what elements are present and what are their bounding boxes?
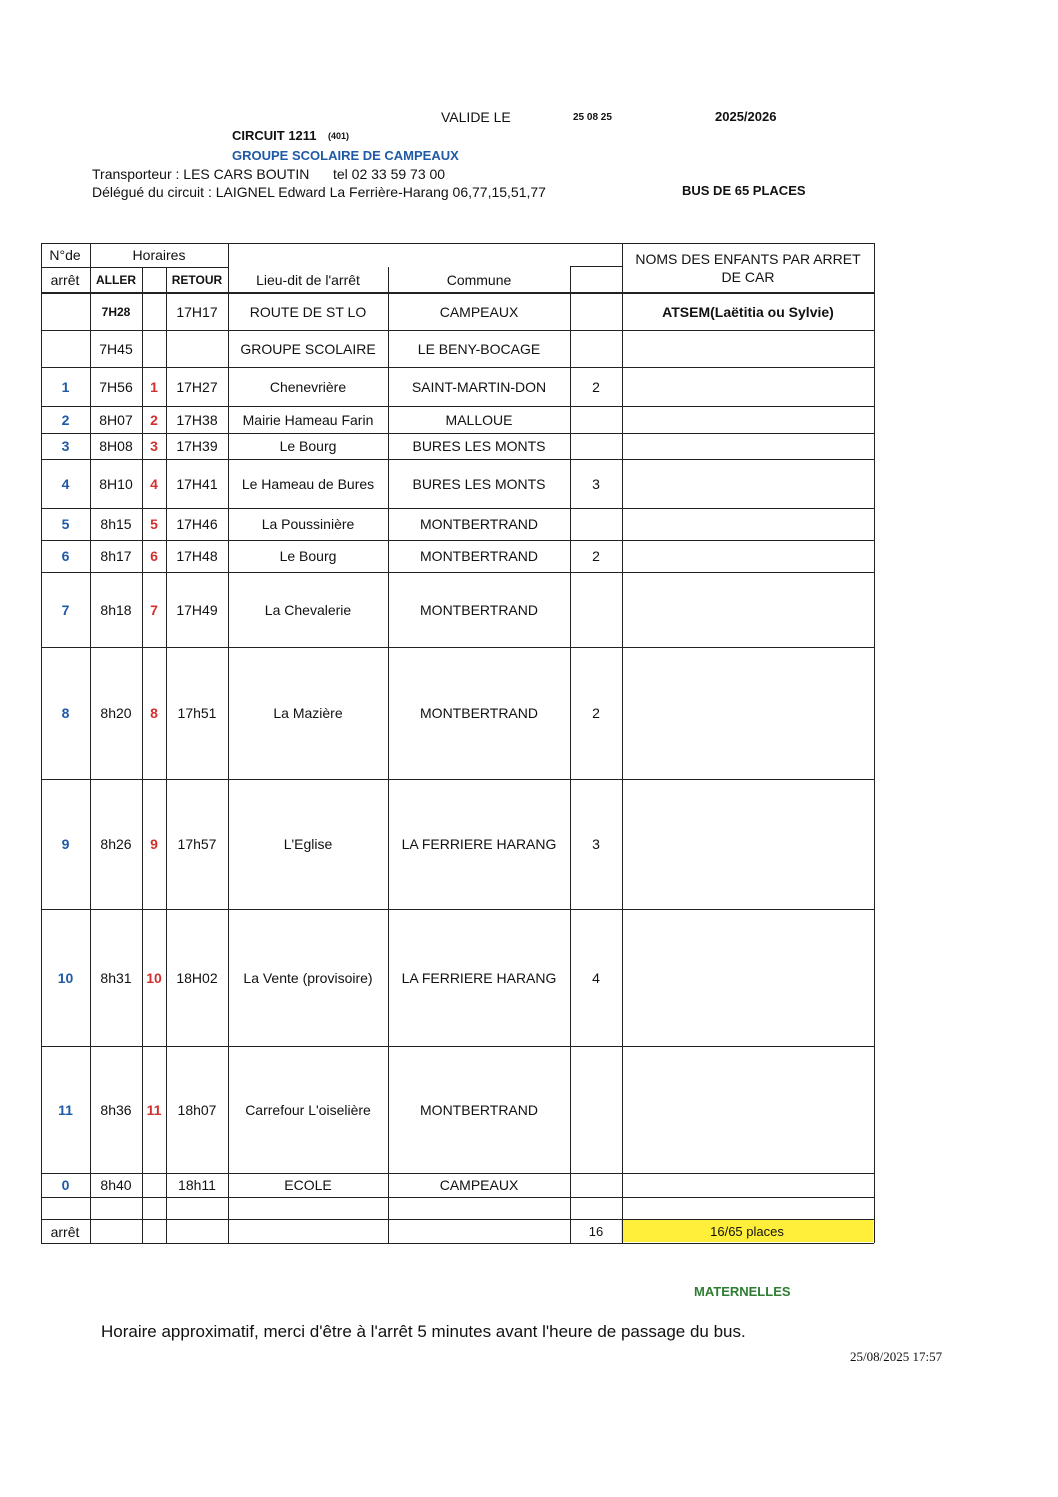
aller-time: 7H56 [99, 378, 133, 395]
children-count [570, 433, 622, 459]
stop-place: La Vente (provisoire) [243, 969, 373, 986]
stop-index: 4 [150, 475, 158, 492]
children-count [570, 293, 622, 330]
stop-index [142, 330, 166, 367]
stop-number: 7 [61, 601, 70, 618]
head-arret: arrêt [50, 272, 80, 288]
stop-commune: LA FERRIERE HARANG [401, 836, 557, 852]
circuit-delegate: Délégué du circuit : LAIGNEL Edward La Ferrière-Harang 06,77,15,51,77 [92, 184, 546, 200]
stop-commune: MONTBERTRAND [420, 705, 538, 721]
children-count: 2 [592, 548, 600, 564]
circuit-code: (401) [328, 131, 350, 141]
children-names [622, 779, 874, 909]
children-count: 2 [592, 705, 600, 721]
stop-place: Le Hameau de Bures [241, 475, 375, 492]
stop-number: 2 [61, 411, 70, 428]
circuit-label: CIRCUIT 1211 [232, 128, 317, 143]
children-names [622, 406, 874, 433]
stop-number [41, 293, 90, 330]
stop-index: 11 [146, 1101, 162, 1118]
aller-time: 8H07 [99, 411, 133, 428]
head-aller: ALLER [96, 273, 136, 287]
children-count: 3 [592, 836, 600, 852]
stop-commune: BURES LES MONTS [412, 438, 546, 454]
retour-time: 17H38 [176, 411, 218, 428]
children-names [622, 540, 874, 572]
stop-index: 2 [150, 411, 158, 428]
stop-commune: BURES LES MONTS [412, 475, 546, 492]
aller-time: 8H08 [99, 438, 133, 454]
aller-time: 8h17 [100, 548, 132, 564]
stop-commune: MONTBERTRAND [420, 548, 538, 564]
head-lieu: Lieu-dit de l'arrêt [256, 272, 360, 288]
stop-place: Le Bourg [279, 438, 337, 454]
stop-index [142, 1173, 166, 1197]
retour-time [166, 330, 228, 367]
children-count [570, 572, 622, 647]
valide-date: 25 08 25 [573, 112, 612, 123]
children-count: 3 [592, 475, 600, 492]
stop-index [142, 293, 166, 330]
stop-index: 6 [150, 548, 158, 564]
stop-place: Carrefour L'oiselière [245, 1101, 371, 1118]
valide-label: VALIDE LE [441, 109, 511, 125]
children-names [622, 647, 874, 779]
children-names: ATSEM(Laëtitia ou Sylvie) [662, 303, 834, 320]
print-timestamp: 25/08/2025 17:57 [850, 1349, 943, 1364]
stop-number: 1 [61, 378, 70, 395]
stop-number: 3 [61, 438, 70, 454]
stop-index: 5 [150, 516, 158, 532]
children-count [570, 1173, 622, 1197]
stop-number: 8 [61, 705, 70, 721]
stop-commune: MONTBERTRAND [420, 1101, 538, 1118]
bus-capacity: BUS DE 65 PLACES [682, 183, 806, 198]
head-commune: Commune [446, 272, 512, 288]
children-names [622, 508, 874, 540]
children-count [570, 330, 622, 367]
stop-index: 3 [150, 438, 158, 454]
children-names [622, 330, 874, 367]
stop-number: 10 [57, 969, 74, 986]
stop-place: Chenevrière [269, 378, 347, 395]
retour-time: 17H27 [176, 378, 218, 395]
stop-index: 7 [150, 601, 158, 618]
schedule-note: Horaire approximatif, merci d'être à l'arrêt 5 minutes avant l'heure de passage du bus. [101, 1322, 746, 1341]
aller-time: 8h31 [100, 969, 132, 986]
stop-place: La Poussinière [261, 516, 355, 532]
stop-commune: CAMPEAUX [439, 1177, 519, 1193]
retour-time: 17H17 [176, 303, 218, 320]
aller-time: 8h15 [100, 516, 132, 532]
transporter-phone: tel 02 33 59 73 00 [333, 166, 446, 182]
stop-index: 1 [150, 378, 158, 395]
retour-time: 17H48 [176, 548, 218, 564]
head-noms: NOMS DES ENFANTS PAR ARRET DE CAR [635, 251, 861, 285]
stop-commune: LE BENY-BOCAGE [417, 340, 541, 357]
stop-commune: CAMPEAUX [439, 303, 519, 320]
retour-time: 17H39 [176, 438, 218, 454]
stop-number [41, 330, 90, 367]
school-name: GROUPE SCOLAIRE DE CAMPEAUX [232, 148, 459, 163]
stop-number: 11 [58, 1101, 73, 1118]
retour-time: 17H46 [176, 516, 218, 532]
aller-time: 7H28 [101, 304, 131, 319]
table-rule [570, 266, 622, 267]
stop-place: Mairie Hameau Farin [242, 411, 374, 428]
aller-time: 8H10 [99, 475, 133, 492]
stop-place: GROUPE SCOLAIRE [240, 340, 376, 357]
stop-number: 0 [61, 1177, 70, 1193]
stop-index: 10 [146, 969, 162, 986]
stop-index: 8 [150, 705, 158, 721]
aller-time: 8h20 [100, 705, 132, 721]
stop-place: Le Bourg [279, 548, 337, 564]
children-count [570, 1046, 622, 1173]
stop-place: ECOLE [284, 1177, 332, 1193]
stop-commune: SAINT-MARTIN-DON [411, 378, 547, 395]
stop-commune: LA FERRIERE HARANG [401, 969, 557, 986]
stop-place: La Mazière [273, 705, 343, 721]
stop-commune: MONTBERTRAND [420, 601, 538, 618]
stop-place: L'Eglise [283, 836, 333, 852]
retour-time: 17h57 [177, 836, 217, 852]
aller-time: 8h40 [100, 1177, 132, 1193]
stop-place: ROUTE DE ST LO [249, 303, 367, 320]
stop-number: 5 [61, 516, 70, 532]
aller-time: 8h18 [100, 601, 132, 618]
retour-time: 18h07 [177, 1101, 217, 1118]
head-retour: RETOUR [171, 273, 223, 287]
transporter: Transporteur : LES CARS BOUTIN [92, 166, 310, 182]
children-count: 2 [592, 378, 600, 395]
aller-time: 7H45 [99, 340, 133, 357]
retour-time: 17H49 [176, 601, 218, 618]
table-rule [874, 243, 875, 1243]
retour-time: 18h11 [178, 1177, 216, 1193]
children-count [570, 508, 622, 540]
stop-commune: MALLOUE [445, 411, 513, 428]
table-rule [41, 1243, 874, 1244]
stop-place: La Chevalerie [264, 601, 352, 618]
aller-time: 8h36 [100, 1101, 132, 1118]
retour-time: 18H02 [176, 969, 218, 986]
total-label: arrêt [50, 1223, 80, 1240]
children-names [622, 909, 874, 1046]
stop-number: 4 [61, 475, 70, 492]
category-label: MATERNELLES [694, 1284, 791, 1299]
aller-time: 8h26 [100, 836, 132, 852]
children-names [622, 367, 874, 406]
stop-number: 9 [61, 836, 70, 852]
stop-number: 6 [61, 548, 70, 564]
retour-time: 17h51 [177, 705, 217, 721]
children-names [622, 1173, 874, 1197]
school-year: 2025/2026 [715, 109, 777, 124]
children-names [622, 459, 874, 508]
children-count: 4 [592, 969, 600, 986]
total-places: 16/65 places [710, 1224, 784, 1239]
head-horaires: Horaires [132, 247, 186, 263]
stop-commune: MONTBERTRAND [420, 516, 538, 532]
stop-index: 9 [150, 836, 158, 852]
children-names [622, 572, 874, 647]
total-count: 16 [588, 1224, 604, 1239]
retour-time: 17H41 [176, 475, 218, 492]
children-count [570, 406, 622, 433]
children-names [622, 433, 874, 459]
head-n-de: N°de [49, 247, 81, 263]
children-names [622, 1046, 874, 1173]
